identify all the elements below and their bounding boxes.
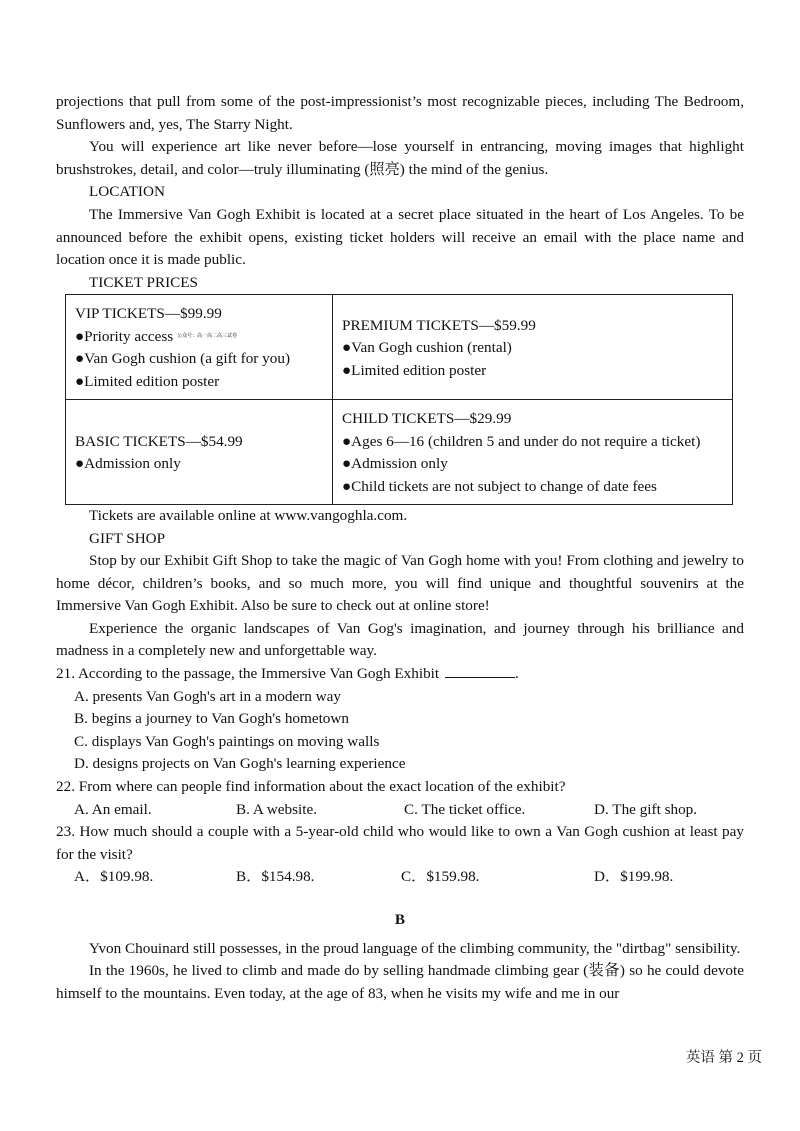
vip-item-3: ●Limited edition poster — [75, 372, 220, 390]
q21-option-c: C. displays Van Gogh's paintings on moving walls — [74, 732, 380, 750]
q22-options — [56, 799, 744, 822]
intro-paragraph-1: projections that pull from some of the post-impressionist’s most recognizable pieces, including The Bedroom, Sunflowers and, yes, The Starry Night. — [56, 93, 744, 133]
q23-options — [56, 866, 744, 889]
section-b-paragraph-1: Yvon Chouinard still possesses, in the proud language of the climbing community, the "dirtbag" sensibility. — [89, 939, 741, 957]
q23-option-c: C．$159.98. — [401, 868, 480, 886]
q22-option-d: D. The gift shop. — [594, 800, 698, 818]
vip-item-2: ●Van Gogh cushion (a gift for you) — [75, 350, 291, 368]
ticket-prices-heading: TICKET PRICES — [89, 273, 198, 291]
basic-tickets-cell — [66, 400, 333, 505]
basic-title: BASIC TICKETS—$54.99 — [75, 432, 243, 450]
question-22: 22. From where can people find information about the exact location of the exhibit? — [56, 778, 566, 796]
q21-option-b: B. begins a journey to Van Gogh's hometown — [74, 710, 349, 728]
q23-option-a: A．$109.98. — [74, 868, 154, 886]
q21-option-a: A. presents Van Gogh's art in a modern way — [74, 687, 341, 705]
q22-option-b: B. A website. — [236, 800, 318, 818]
premium-item-2: ●Limited edition poster — [342, 361, 487, 379]
q23-option-d: D．$199.98. — [594, 868, 674, 886]
child-title: CHILD TICKETS—$29.99 — [342, 410, 512, 428]
child-item-2: ●Admission only — [342, 455, 448, 473]
question-21: 21. According to the passage, the Immersive Van Gogh Exhibit . — [56, 665, 519, 683]
question-23: 23. How much should a couple with a 5-year-old child who would like to own a Van Gogh cushion at least pay for the visit? — [56, 823, 744, 863]
gift-shop-text: Stop by our Exhibit Gift Shop to take the magic of Van Gogh home with you! From clothing and jewelry to home décor, children’s books, and so much more, you will find unique and thoughtful souvenirs at the Immersive Van Gogh Exhibit. Also be sure to check out at online store! — [56, 552, 744, 615]
vip-tickets-cell — [66, 295, 333, 400]
page-footer: 英语 第 2 页 — [685, 1050, 762, 1066]
location-text: The Immersive Van Gogh Exhibit is located at a secret place situated in the heart of Los Angeles. To be announced before the exhibit opens, existing ticket holders will receive an email with the place name and location once it is made public. — [56, 205, 744, 269]
basic-item-1: ●Admission only — [75, 455, 181, 473]
child-item-3: ●Child tickets are not subject to change of date fees — [342, 477, 657, 495]
intro-paragraph-2: You will experience art like never before—lose yourself in entrancing, moving images that highlight brushstrokes, detail, and color—truly illuminating (照亮) the mind of the genius. — [56, 138, 744, 178]
vip-title: VIP TICKETS—$99.99 — [75, 305, 222, 323]
ticket-prices-table — [65, 294, 733, 505]
table-row — [66, 400, 733, 505]
gift-shop-heading: GIFT SHOP — [89, 529, 166, 547]
child-item-1: ●Ages 6—16 (children 5 and under do not require a ticket) — [342, 432, 701, 450]
document-page — [56, 91, 744, 1005]
closing-paragraph: Experience the organic landscapes of Van Gog's imagination, and journey through his brilliance and madness in a completely new and unforgettable way. — [56, 619, 744, 660]
q23-option-b: B．$154.98. — [236, 868, 315, 886]
online-note: Tickets are available online at www.vangoghla.com. — [89, 506, 408, 524]
premium-item-1: ●Van Gogh cushion (rental) — [342, 339, 512, 357]
vip-item-1: ●Priority access — [75, 327, 174, 345]
premium-tickets-cell — [333, 295, 733, 400]
answer-blank — [445, 663, 515, 678]
location-heading: LOCATION — [89, 183, 165, 201]
q22-option-a: A. An email. — [74, 800, 152, 818]
section-b-label: B — [394, 911, 406, 928]
watermark-note: 公众号：高一高二高三试卷 — [177, 334, 238, 340]
child-tickets-cell — [333, 400, 733, 505]
q22-option-c: C. The ticket office. — [404, 800, 526, 818]
q21-option-d: D. designs projects on Van Gogh's learning experience — [74, 755, 406, 773]
premium-title: PREMIUM TICKETS—$59.99 — [342, 316, 536, 334]
section-b-paragraph-2: In the 1960s, he lived to climb and made do by selling handmade climbing gear (装备) so he could devote himself to the mountains. Even today, at the age of 83, when he visits my wife and me in our — [56, 962, 744, 1002]
table-row — [66, 295, 733, 400]
